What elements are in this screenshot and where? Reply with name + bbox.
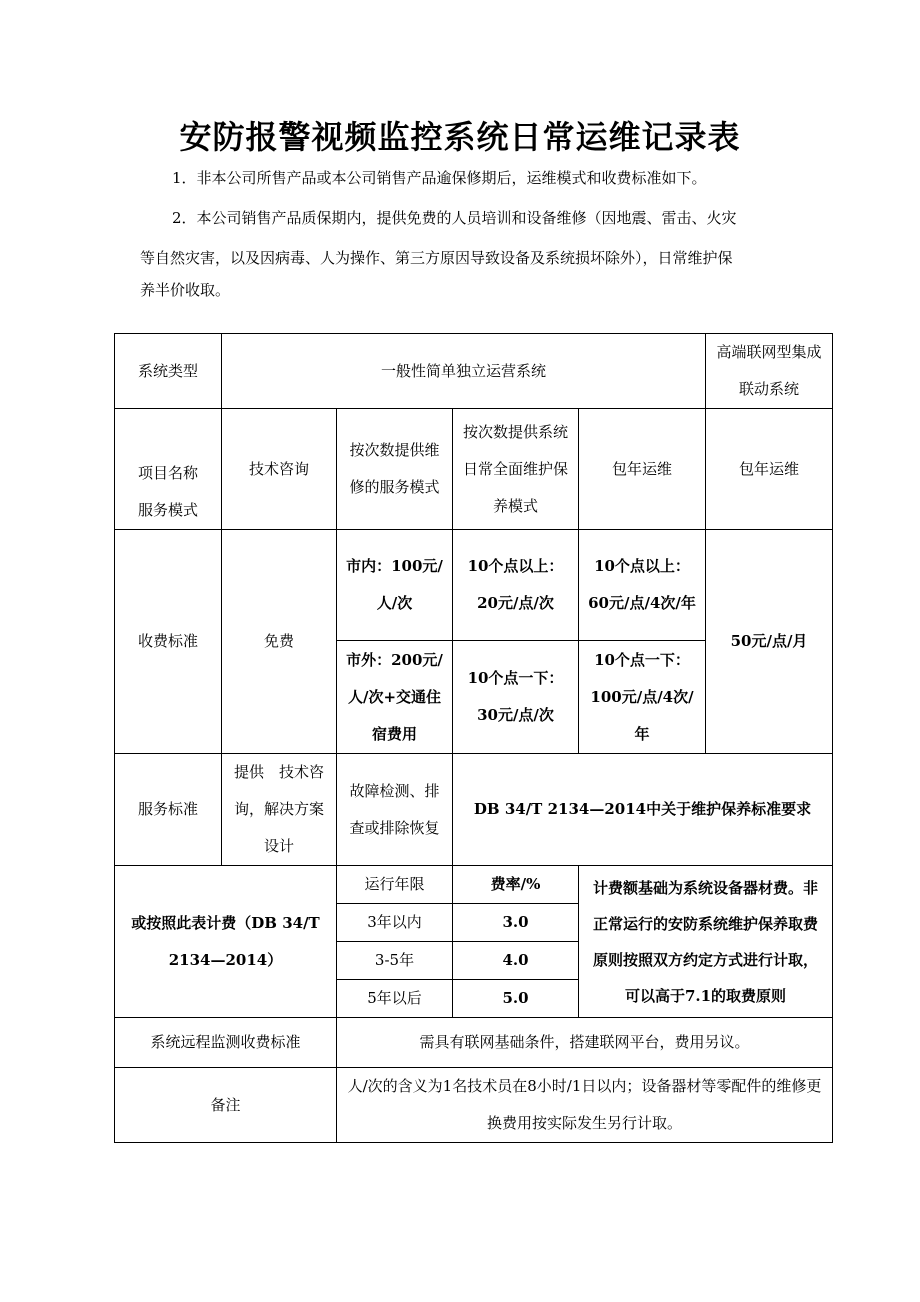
table-row-system-type [115,334,833,409]
table-row-fee-1 [115,530,833,641]
service-standard-repair: 故障检测、排查或排除恢复 [337,754,453,866]
rate-header-years: 运行年限 [337,866,453,904]
rate-value-3: 5.0 [453,980,579,1018]
remote-value: 需具有联网基础条件，搭建联网平台，费用另议。 [337,1018,833,1068]
intro-paragraph-2-line-2: 等自然灾害，以及因病毒、人为操作、第三方原因导致设备及系统损坏除外），日常维护保 [140,249,733,267]
remark-label: 备注 [115,1068,337,1143]
rate-years-3: 5年以后 [337,980,453,1018]
fee-table [114,333,833,1143]
fee-year-above: 10个点以上：60元/点/4次/年 [579,530,706,641]
page-title: 安防报警视频监控系统日常运维记录表 [179,118,741,156]
rate-years-2: 3-5年 [337,942,453,980]
mode-per-repair: 按次数提供维修的服务模式 [337,409,453,530]
fee-free: 免费 [222,530,337,754]
system-type-general: 一般性简单独立运营系统 [222,334,706,409]
service-standard-consult: 提供 技术咨询，解决方案设计 [222,754,337,866]
table-row-remark [115,1068,833,1143]
mode-annual-general: 包年运维 [579,409,706,530]
fee-city-out: 市外：200元/人/次+交通住宿费用 [337,641,453,754]
intro-paragraph-1: 1．非本公司所售产品或本公司销售产品逾保修期后，运维模式和收费标准如下。 [172,169,707,187]
service-standard-label: 服务标准 [115,754,222,866]
service-mode-label [115,409,222,530]
fee-points-below: 10个点一下：30元/点/次 [453,641,579,754]
system-type-highend: 高端联网型集成联动系统 [706,334,833,409]
rate-years-1: 3年以内 [337,904,453,942]
table-row-service-modes [115,409,833,530]
service-mode-label-line-1: 项目名称 [137,464,198,482]
rate-value-2: 4.0 [453,942,579,980]
system-type-label: 系统类型 [115,334,222,409]
rate-value-1: 3.0 [453,904,579,942]
fee-points-above: 10个点以上：20元/点/次 [453,530,579,641]
table-row-service-standard [115,754,833,866]
service-standard-spec: DB 34/T 2134—2014中关于维护保养标准要求 [453,754,833,866]
fee-label: 收费标准 [115,530,222,754]
rate-note: 计费额基础为系统设备器材费。非正常运行的安防系统维护保养取费原则按照双方约定方式进行计取，可以高于7.1的取费原则 [579,866,833,1018]
rate-header-rate: 费率/% [453,866,579,904]
mode-annual-highend: 包年运维 [706,409,833,530]
fee-year-below: 10个点一下：100元/点/4次/年 [579,641,706,754]
intro-paragraph-2-line-1: 2．本公司销售产品质保期内，提供免费的人员培训和设备维修（因地震、雷击、火灾 [172,209,737,227]
remote-label: 系统远程监测收费标准 [115,1018,337,1068]
remark-value: 人/次的含义为1名技术员在8小时/1日以内；设备器材等零配件的维修更换费用按实际发生另行计取。 [337,1068,833,1143]
mode-consulting: 技术咨询 [222,409,337,530]
intro-paragraph-2-line-3: 养半价收取。 [140,281,231,299]
mode-per-maintenance: 按次数提供系统日常全面维护保养模式 [453,409,579,530]
fee-highend: 50元/点/月 [706,530,833,754]
table-row-rate-header [115,866,833,904]
table-row-remote [115,1018,833,1068]
fee-city-in: 市内：100元/人/次 [337,530,453,641]
service-mode-label-line-2: 服务模式 [137,501,198,519]
rate-label: 或按照此表计费（DB 34/T 2134—2014） [115,866,337,1018]
